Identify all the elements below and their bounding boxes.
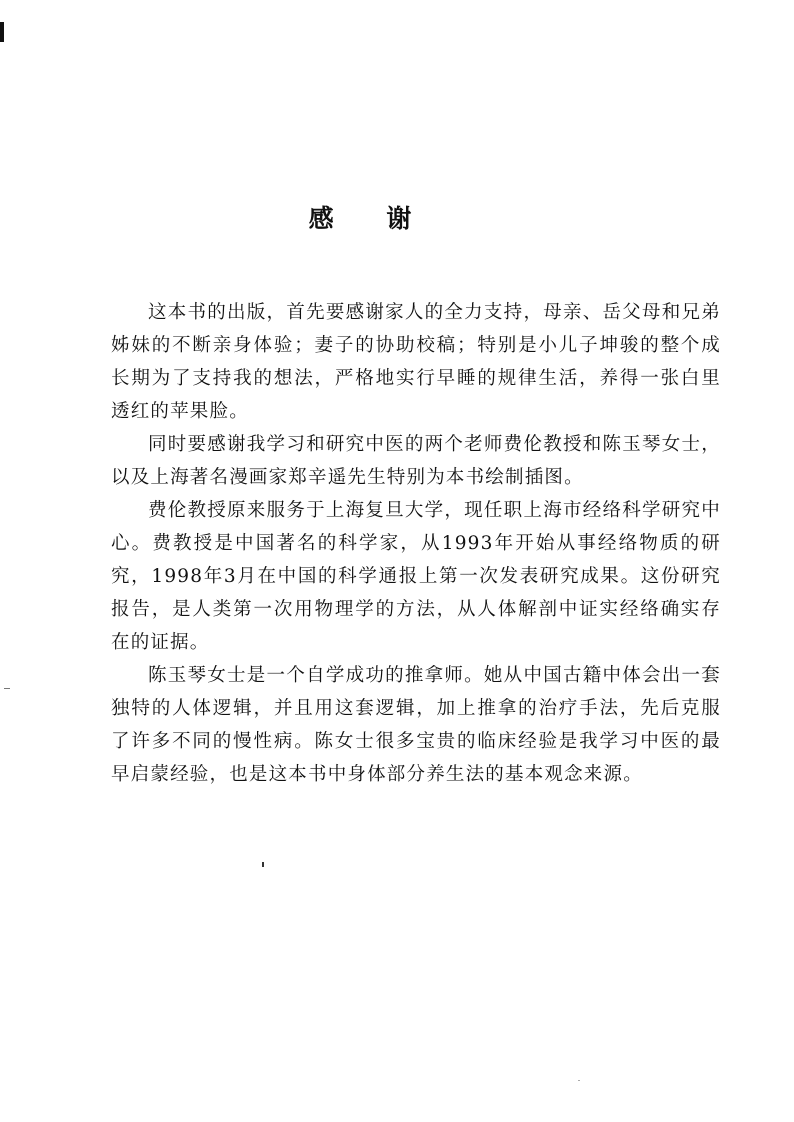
scan-artifact-dash [4,688,10,689]
page-title: 感 谢 [308,203,434,233]
paragraph-family: 这本书的出版，首先要感谢家人的全力支持，母亲、岳父母和兄弟姊妹的不断亲身体验；妻子的协助校稿；特别是小儿子坤骏的整个成长期为了支持我的想法，严格地实行早睡的规律生活，养得一张白里透红的苹果脸。 [111,302,721,422]
acknowledgement-body [111,296,721,791]
paragraph-professor-fei: 费伦教授原来服务于上海复旦大学，现任职上海市经络科学研究中心。费教授是中国著名的科学家，从1993年开始从事经络物质的研究，1998年3月在中国的科学通报上第一次发表研究成果。这份研究报告，是人类第一次用物理学的方法，从人体解剖中证实经络确实存在的证据。 [111,500,721,653]
scan-edge-mark [0,22,4,42]
scan-artifact-dot [262,862,264,867]
paragraph-chen-yuqin: 陈玉琴女士是一个自学成功的推拿师。她从中国古籍中体会出一套独特的人体逻辑，并且用这套逻辑，加上推拿的治疗手法，先后克服了许多不同的慢性病。陈女士很多宝贵的临床经验是我学习中医的最早启蒙经验，也是这本书中身体部分养生法的基本观念来源。 [111,665,721,785]
paragraph-teachers: 同时要感谢我学习和研究中医的两个老师费伦教授和陈玉琴女士，以及上海著名漫画家郑辛遥先生特别为本书绘制插图。 [111,434,721,488]
scan-artifact-speck [578,1080,580,1081]
